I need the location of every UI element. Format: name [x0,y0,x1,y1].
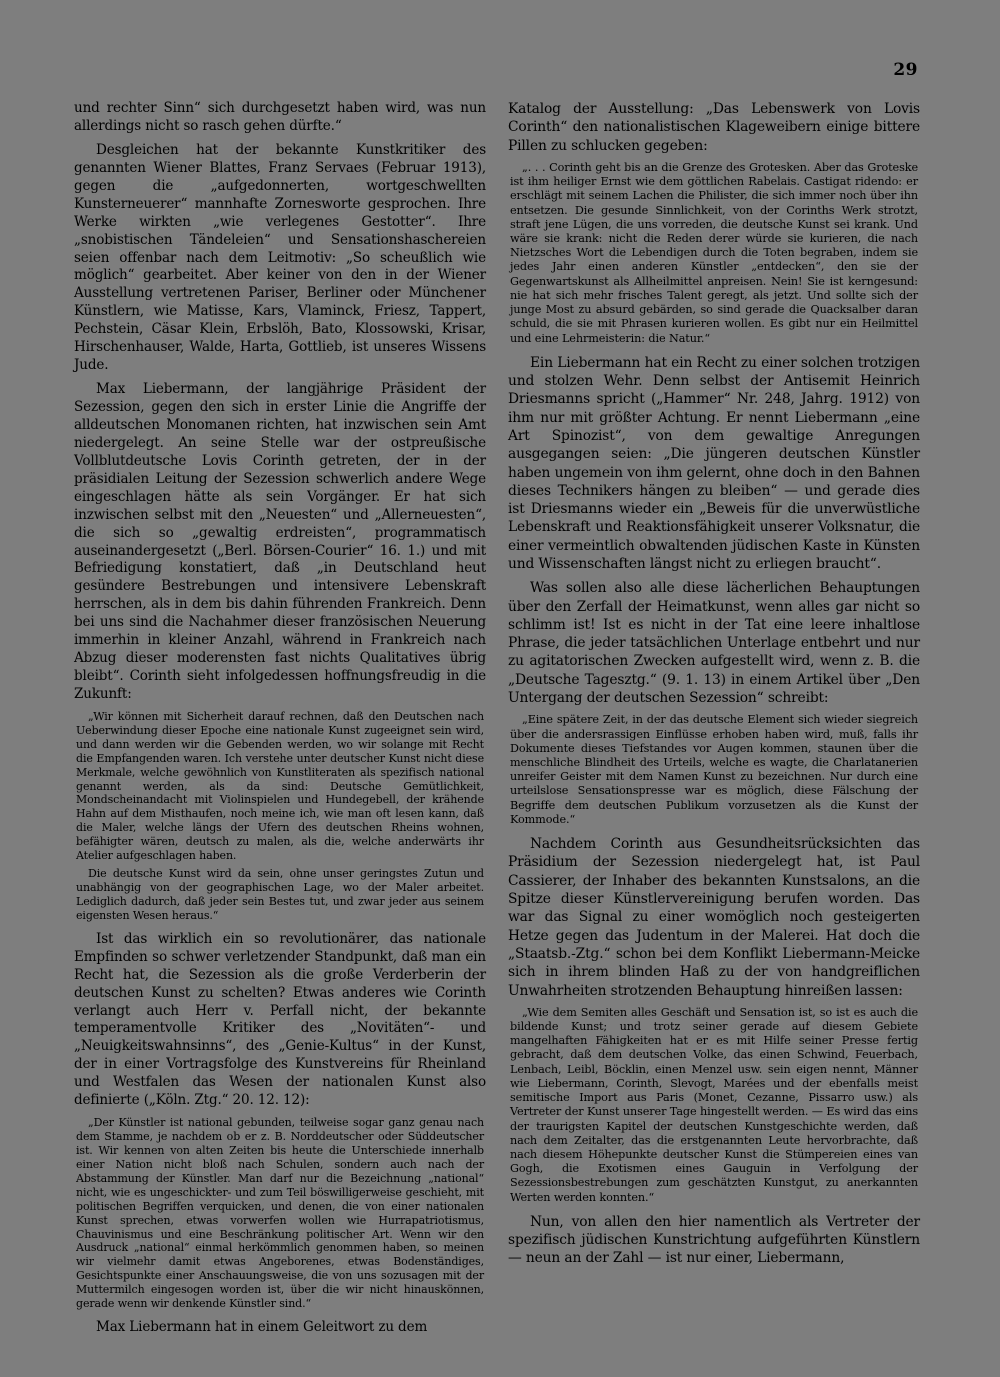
body-paragraph: Ein Liebermann hat ein Recht zu einer solchen trotzigen und stolzen Wehr. Denn selbst der Antisemit Heinrich Driesmanns spricht („Hammer“ Nr. 248, Jahrg. 1912) von ihm nur mit größter Achtung. Er nennt Liebermann „eine Art Spinozist“, von dem gewaltige Anregungen ausgegangen seien: „Die jüngeren deutschen Künstler haben ungemein von ihm gelernt, ohne doch in den Bahnen dieses Technikers hängen zu bleiben“ — und gerade dies ist Driesmanns wieder ein „Beweis für die unverwüstliche Lebenskraft und Reaktionsfähigkeit unserer Volksnatur, die einer vermeintlich obwaltenden jüdischen Kaste in Künsten und Wissenschaften längst nicht zu erliegen braucht“. [508,354,920,572]
quote-paragraph: „Wie dem Semiten alles Geschäft und Sensation ist, so ist es auch die bildende Kunst; und trotz seiner gerade auf diesem Gebiete mangelhaften Fähigkeiten hat er es mit Hilfe seiner Presse fertig gebracht, daß dem deutschen Volke, das einen Schwind, Feuerbach, Lenbach, Leibl, Böcklin, einen Menzel usw. sein eigen nennt, Männer wie Liebermann, Corinth, Slevogt, Marées und der ebenfalls meist semitische Import aus Paris (Monet, Cezanne, Pissarro usw.) als Vertreter der Kunst unserer Tage hingestellt werden. — Es wird das eins der traurigsten Kapitel der deutschen Kunstgeschichte werden, daß nach dem Zeitalter, das die erstgenannten Leute hervorbrachte, daß nach diesem Höhepunkte deutscher Kunst die Stümpereien eines van Gogh, die Exotismen eines Gauguin in Verfolgung der Sezessionsbestrebungen zum geschätzten Kunstgut, zu anerkannten Werten werden konnten.“ [510,1005,918,1204]
quote-paragraph: „Der Künstler ist national gebunden, teilweise sogar ganz genau nach dem Stamme, je nachdem ob er z. B. Norddeutscher oder Süddeutscher ist. Wir kennen von alten Zeiten bis heute die Unterschiede innerhalb einer Nation nicht bloß nach Schulen, sondern auch nach der Abstammung der Künstler. Man darf nur die Bezeichnung „national“ nicht, wie es ungeschickter- und zum Teil böswilligerweise geschieht, mit politischen Begriffen verquicken, und denen, die von einer nationalen Kunst sprechen, etwas vorwerfen wollen wie Hurrapatriotismus, Chauvinismus und eine Beschränkung politischer Art. Wenn wir den Ausdruck „national“ einmal herkömmlich genommen haben, so meinen wir vielmehr damit etwas Angeborenes, etwas Bodenständiges, Gesichtspunkte einer Anschauungsweise, die von uns sozusagen mit der Muttermilch eingesogen worden ist, über die wir nicht hinauskönnen, gerade wenn wir denkende Künstler sind.“ [76,1116,484,1311]
quote-paragraph: „Eine spätere Zeit, in der das deutsche Element sich wieder siegreich über die andersrassigen Einflüsse erhoben haben wird, muß, falls ihr Dokumente dieses Tiefstandes vor Augen kommen, staunen über die menschliche Blindheit des Urteils, welche es wagte, die Charlatanerien unreifer Geister mit dem Namen Kunst zu bezeichnen. Nur durch eine urteilslose Sensationspresse war es möglich, diese Fälschung der Begriffe dem deutschen Publikum vorzusetzen als die Kunst der Kommode.“ [510,713,918,826]
body-paragraph: Max Liebermann hat in einem Geleitwort zu dem [96,1319,428,1336]
right-column [508,100,920,1274]
quote-paragraph: „. . . Corinth geht bis an die Grenze des Grotesken. Aber das Groteske ist ihm heiliger Ernst wie dem göttlichen Rabelais. Castigat ridendo: er erschlägt mit seinem Lachen die Philister, die sich immer noch über ihn entsetzen. Die gesunde Sinnlichkeit, von der Corinths Werk strotzt, straft jene Lügen, die uns vorreden, die deutsche Kunst sei krank. Und wäre sie krank: nicht die Reden derer würde sie kurieren, die nach Nietzsches Wort die Lebendigen durch die Toten begraben, indem sie jedes Jahr einen anderen Künstler „entdecken“, den sie der Gegenwartskunst als Allheilmittel anpreisen. Nein! Sie ist kerngesund: nie hat sich mehr frisches Talent geregt, als jetzt. Und sollte sich der junge Most zu absurd gebärden, so sind gerade die Quacksalber daran schuld, die sie mit Phrasen kurieren wollen. Es gibt nur ein Heilmittel und eine Lehrmeisterin: die Natur.“ [510,160,918,345]
body-paragraph: Desgleichen hat der bekannte Kunstkritiker des genannten Wiener Blattes, Franz Servaes (Februar 1913), gegen die „aufgedonnerten, wortgeschwellten Kunsterneuerer“ mannhafte Zornesworte gesprochen. Ihre Werke wirkten „wie verlegenes Gestotter“. Ihre „snobistischen Tändeleien“ und Sensationshaschereien seien offenbar nach dem Leitmotiv: „So scheußlich wie möglich“ gearbeitet. Aber keiner von den in der Wiener Ausstellung vertretenen Pariser, Berliner oder Münchener Künstlern, wie Matisse, Kars, Vlaminck, Friesz, Tappert, Pechstein, Cäsar Klein, Erbslöh, Bato, Klossowski, Krisar, Hirschenhauser, Walde, Harta, Gottlieb, ist unseres Wissens Jude. [74,141,486,374]
quote-paragraph: „Wir können mit Sicherheit darauf rechnen, daß den Deutschen nach Ueberwindung dieser Epoche eine nationale Kunst zugeeignet sein wird, und dann werden wir die Gebenden werden, wo wir solange mit Recht die Empfangenden waren. Ich verstehe unter deutscher Kunst nicht diese Merkmale, welche gewöhnlich von Kunstliteraten als spezifisch national genannt werden, als da sind: Deutsche Gemütlichkeit, Mondscheinandacht mit Violinspielen und Hundegebell, der krähende Hahn auf dem Misthaufen, noch meine ich, wie man oft lesen kann, daß die Maler, welche längs der Ufern des deutschen Rheins wohnen, befähigter wären, deutsch zu malen, als die, welche anderwärts ihr Atelier aufgeschlagen haben. [76,709,484,863]
quote-paragraph: Die deutsche Kunst wird da sein, ohne unser geringstes Zutun und unabhängig von der geographischen Lage, wo der Maler arbeitet. Lediglich dadurch, daß jeder sein Bestes tut, und zwar jeder aus seinem eigensten Wesen heraus.“ [76,867,484,922]
body-paragraph: Ist das wirklich ein so revolutionärer, das nationale Empfinden so schwer verletzender Standpunkt, daß man ein Recht hat, die Sezession als die große Verderberin der deutschen Kunst zu schelten? Etwas anderes wie Corinth verlangt auch Herr v. Perfall nicht, der bekannte temperamentvolle Kritiker des „Novitäten“- und „Neuigkeitswahnsinns“, des „Genie-Kultus“ in der Kunst, der in einer Vortragsfolge des Kunstvereins für Rheinland und Westfalen das Wesen der nationalen Kunst also definierte („Köln. Ztg.“ 20. 12. 12): [74,930,486,1109]
body-paragraph: und rechter Sinn“ sich durchgesetzt haben wird, was nun allerdings nicht so rasch gehen dürfte.“ [74,100,486,134]
body-paragraph: Was sollen also alle diese lächerlichen Behauptungen über den Zerfall der Heimatkunst, wenn alles gar nicht so schlimm ist! Ist es nicht in der Tat eine leere inhaltlose Phrase, die jeder tatsächlichen Unterlage entbehrt und nur zu agitatorischen Zwecken aufgestellt wird, wenn z. B. die „Deutsche Tagesztg.“ (9. 1. 13) in einem Artikel über „Den Untergang der deutschen Sezession“ schreibt: [508,580,920,707]
page-number: 29 [893,60,918,80]
left-column [74,100,486,1343]
body-paragraph: Max Liebermann, der langjährige Präsident der Sezession, gegen den sich in erster Linie die Angriffe der alldeutschen Monomanen richten, hat inzwischen sein Amt niedergelegt. An seine Stelle war der ostpreußische Vollblutdeutsche Lovis Corinth getreten, der in der präsidialen Leitung der Sezession schwerlich andere Wege eingeschlagen hätte als sein Vorgänger. Er hat sich inzwischen selbst mit den „Neuesten“ und „Allerneuesten“, die sich so „gewaltig erdreisten“, programmatisch auseinandergesetzt („Berl. Börsen-Courier“ 16. 1.) und mit Befriedigung konstatiert, daß „in Deutschland heut gesündere Bestrebungen und intensivere Lebenskraft herrschen, als in dem bis dahin führenden Frankreich. Denn bei uns sind die Nachahmer dieser französischen Neuerung immerhin in kleiner Anzahl, während in Frankreich nach Abzug dieser moderensten fast nichts Qualitatives übrig bleibt“. Corinth sieht infolgedessen hoffnungsfreudig in die Zukunft: [74,381,486,702]
body-paragraph: Katalog der Ausstellung: „Das Lebenswerk von Lovis Corinth“ den nationalistischen Klageweibern einige bittere Pillen zu schlucken gegeben: [508,101,920,154]
body-paragraph: Nachdem Corinth aus Gesundheitsrücksichten das Präsidium der Sezession niedergelegt hat, ist Paul Cassierer, der Inhaber des bekannten Kunstsalons, an die Spitze dieser Künstlervereinigung berufen worden. Das war das Signal zu einer womöglich noch gesteigerten Hetze gegen das Judentum in der Malerei. Hat doch die „Staatsb.-Ztg.“ schon bei dem Konflikt Liebermann-Meicke sich in ihrem blinden Haß zu der von handgreiflichen Unwahrheiten strotzenden Behauptung hinreißen lassen: [508,836,920,999]
body-paragraph: Nun, von allen den hier namentlich als Vertreter der spezifisch jüdischen Kunstrichtung aufgeführten Künstlern — neun an der Zahl — ist nur einer, Liebermann, [508,1213,920,1267]
